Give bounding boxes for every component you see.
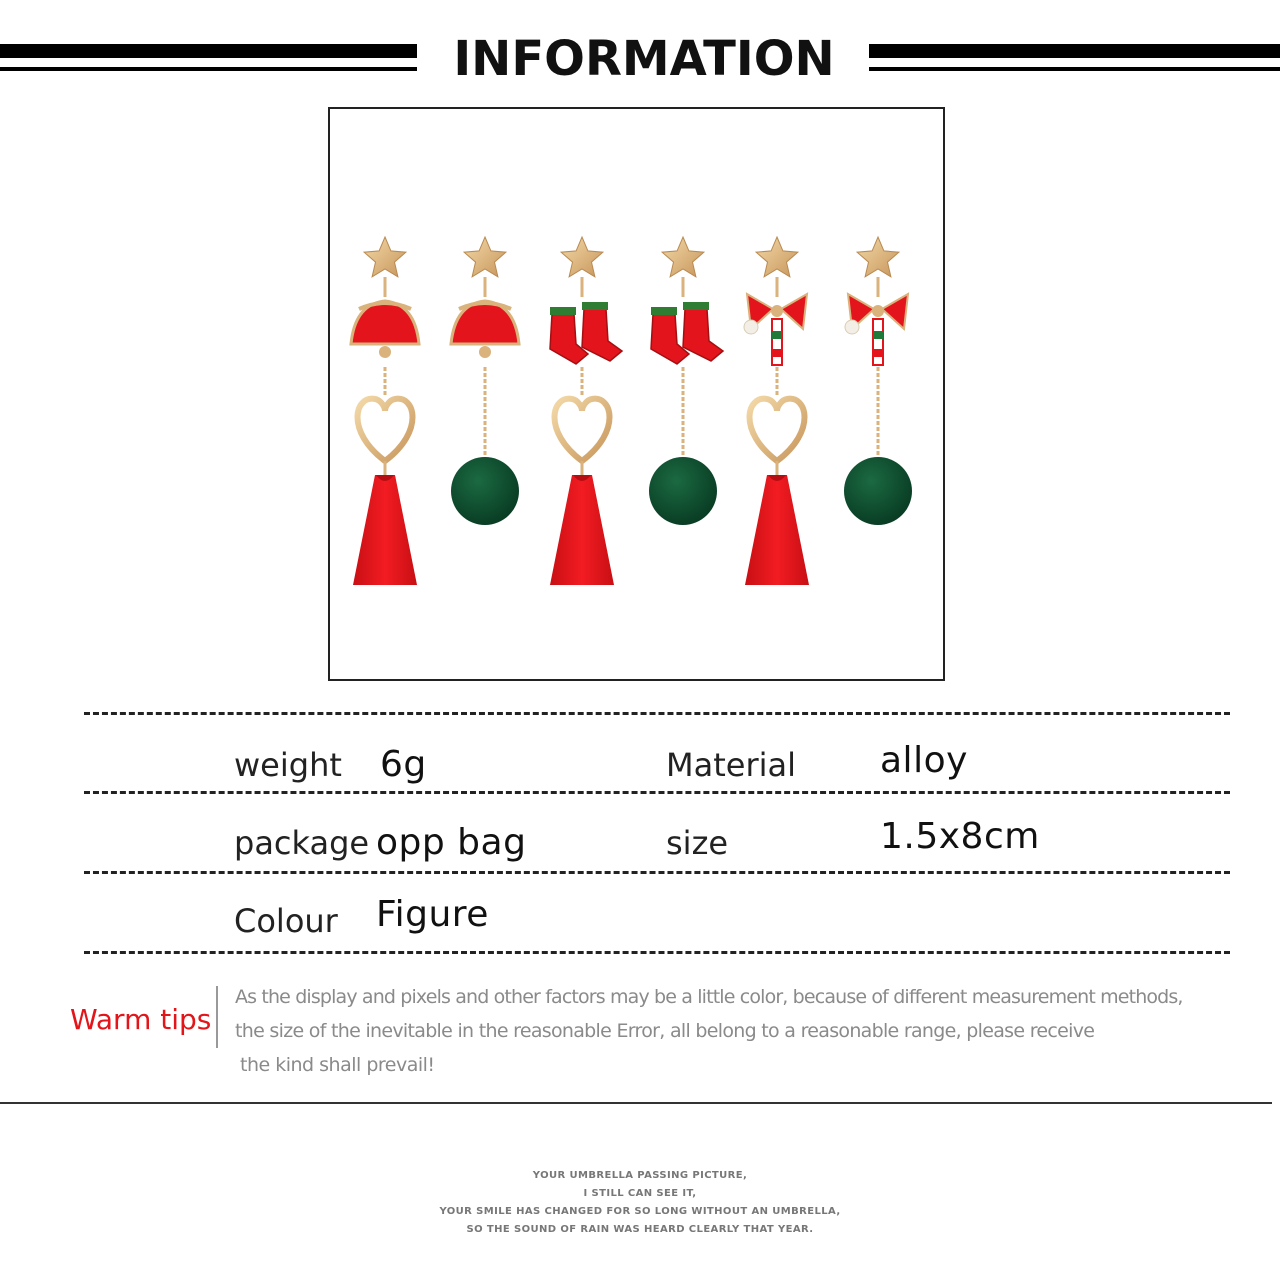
package-label: package — [234, 824, 370, 862]
size-label: size — [666, 824, 729, 862]
red-tassel-icon — [550, 475, 614, 585]
candy-cane-bow-icon — [845, 294, 908, 365]
warm-tips-line: the size of the inevitable in the reasonable Error, all belong to a reasonable range, please receive — [235, 1020, 1095, 1042]
package-value: opp bag — [376, 822, 527, 863]
green-pompom-icon — [649, 457, 717, 525]
warm-tips-line: As the display and pixels and other factors may be a little color, because of different measurement methods, — [235, 986, 1183, 1008]
earring-2 — [451, 237, 519, 525]
footer-line: SO THE SOUND OF RAIN WAS HEARD CLEARLY THAT YEAR. — [466, 1224, 814, 1235]
header-bar-right-thick — [869, 44, 1280, 58]
stocking-charm-icon — [550, 302, 622, 364]
star-stud-icon — [662, 237, 704, 277]
colour-label: Colour — [234, 902, 338, 940]
star-stud-icon — [756, 237, 798, 277]
header-bar-left-thin — [0, 67, 417, 71]
page-title: INFORMATION — [453, 31, 835, 87]
stocking-charm-icon — [651, 302, 723, 364]
weight-value: 6g — [380, 744, 427, 785]
star-stud-icon — [464, 237, 506, 277]
footer-line: I STILL CAN SEE IT, — [583, 1188, 697, 1199]
header-bar-left-thick — [0, 44, 417, 58]
earring-6 — [844, 237, 912, 525]
bottom-rule — [0, 1102, 1272, 1104]
material-value: alloy — [880, 740, 968, 781]
earring-5 — [744, 237, 809, 585]
spec-divider-4 — [84, 951, 1230, 954]
footer-line: YOUR UMBRELLA PASSING PICTURE, — [532, 1170, 748, 1181]
candy-cane-bow-icon — [744, 294, 807, 365]
bell-charm-icon — [451, 301, 519, 358]
earring-1 — [351, 237, 419, 585]
product-image-frame — [328, 107, 945, 681]
spec-divider-2 — [84, 791, 1230, 794]
weight-label: weight — [234, 746, 342, 784]
warm-tips-divider — [216, 986, 218, 1048]
spec-divider-3 — [84, 871, 1230, 874]
heart-pendant-icon — [358, 399, 413, 461]
red-tassel-icon — [745, 475, 809, 585]
earring-4 — [649, 237, 723, 525]
size-value: 1.5x8cm — [880, 816, 1040, 857]
star-stud-icon — [857, 237, 899, 277]
warm-tips-line: the kind shall prevail! — [240, 1054, 435, 1076]
warm-tips-title: Warm tips — [70, 1003, 212, 1036]
spec-divider-1 — [84, 712, 1230, 715]
heart-pendant-icon — [555, 399, 610, 461]
bell-charm-icon — [351, 301, 419, 358]
green-pompom-icon — [844, 457, 912, 525]
red-tassel-icon — [353, 475, 417, 585]
material-label: Material — [666, 746, 796, 784]
header-bar-right-thin — [869, 67, 1280, 71]
earring-3 — [550, 237, 622, 585]
green-pompom-icon — [451, 457, 519, 525]
footer-line: YOUR SMILE HAS CHANGED FOR SO LONG WITHOUT AN UMBRELLA, — [439, 1206, 841, 1217]
star-stud-icon — [364, 237, 406, 277]
star-stud-icon — [561, 237, 603, 277]
heart-pendant-icon — [750, 399, 805, 461]
colour-value: Figure — [376, 894, 489, 935]
product-photo — [330, 109, 943, 679]
